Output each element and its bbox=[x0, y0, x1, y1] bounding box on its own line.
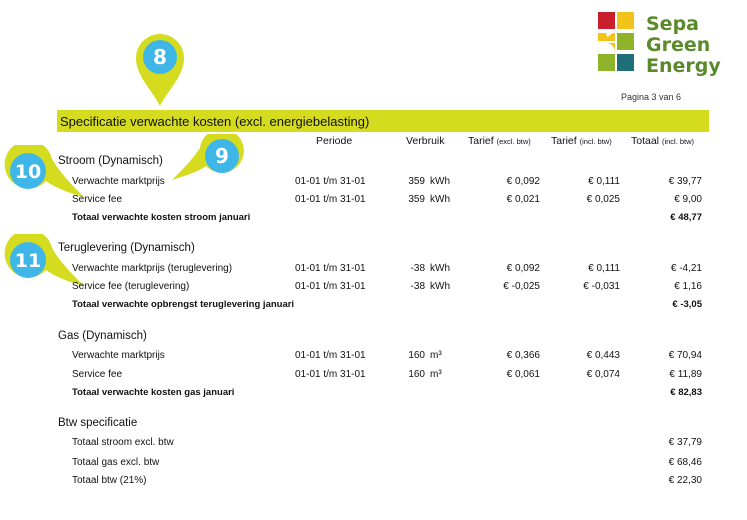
terug-row-label: Verwachte marktprijs (teruglevering) bbox=[72, 263, 233, 274]
pin-11-label: 11 bbox=[14, 250, 42, 272]
logo-text-2: Green bbox=[646, 34, 711, 56]
company-logo bbox=[598, 12, 721, 78]
terug-title: Teruglevering (Dynamisch) bbox=[58, 242, 195, 254]
col-periode: Periode bbox=[316, 135, 353, 147]
section-title: Specificatie verwachte kosten (excl. energiebelasting) bbox=[60, 114, 370, 129]
gas-row-totaal: € 11,89 bbox=[669, 369, 702, 380]
gas-title: Gas (Dynamisch) bbox=[58, 330, 147, 342]
stroom-row-label: Verwachte marktprijs bbox=[72, 176, 165, 187]
gas-row-tarief-incl: € 0,443 bbox=[586, 350, 620, 361]
gas-row-periode: 01-01 t/m 31-01 bbox=[295, 369, 366, 380]
gas-row-tarief-excl: € 0,061 bbox=[506, 369, 540, 380]
pin-8-label: 8 bbox=[153, 45, 167, 69]
gas-row-totaal: € 70,94 bbox=[668, 350, 702, 361]
btw-row-totaal: € 37,79 bbox=[668, 437, 702, 448]
stroom-row-totaal: € 9,00 bbox=[674, 194, 702, 205]
logo-text-3: Energy bbox=[646, 55, 721, 77]
annotation-pin-10 bbox=[2, 145, 86, 201]
btw-row-label: Totaal btw (21%) bbox=[72, 475, 147, 486]
stroom-row-tarief-excl: € 0,092 bbox=[506, 176, 540, 187]
terug-row-tarief-incl: € 0,111 bbox=[588, 263, 620, 274]
gas-row-unit: m³ bbox=[430, 350, 442, 361]
btw-row-totaal: € 22,30 bbox=[668, 475, 702, 486]
terug-row-verbruik: -38 bbox=[410, 281, 425, 292]
gas-total-label: Totaal verwachte kosten gas januari bbox=[72, 387, 235, 398]
stroom-row-tarief-incl: € 0,025 bbox=[586, 194, 620, 205]
page-number: Pagina 3 van 6 bbox=[621, 92, 682, 102]
col-tarief-incl: Tarief (incl. btw) bbox=[551, 135, 612, 147]
pin-9-label: 9 bbox=[215, 144, 229, 168]
terug-row-unit: kWh bbox=[430, 263, 450, 274]
stroom-title: Stroom (Dynamisch) bbox=[58, 155, 163, 167]
terug-row-unit: kWh bbox=[430, 281, 450, 292]
stroom-row-totaal: € 39,77 bbox=[668, 176, 702, 187]
terug-row-totaal: € 1,16 bbox=[674, 281, 702, 292]
pin-10-label: 10 bbox=[14, 161, 42, 183]
terug-total-value: € -3,05 bbox=[672, 299, 702, 310]
logo-mark-icon bbox=[598, 12, 636, 76]
terug-row-totaal: € -4,21 bbox=[670, 263, 702, 274]
gas-row-tarief-incl: € 0,074 bbox=[586, 369, 620, 380]
stroom-row-tarief-incl: € 0,111 bbox=[588, 176, 620, 187]
col-verbruik: Verbruik bbox=[406, 135, 445, 147]
col-totaal: Totaal (incl. btw) bbox=[631, 135, 695, 147]
btw-row-totaal: € 68,46 bbox=[668, 457, 702, 468]
gas-total-value: € 82,83 bbox=[670, 387, 702, 398]
terug-row-tarief-excl: € -0,025 bbox=[503, 281, 540, 292]
stroom-row-label: Service fee bbox=[72, 194, 123, 205]
gas-row-periode: 01-01 t/m 31-01 bbox=[295, 350, 366, 361]
btw-row-label: Totaal stroom excl. btw bbox=[72, 437, 174, 448]
gas-row-label: Service fee bbox=[72, 369, 123, 380]
stroom-row-periode: 01-01 t/m 31-01 bbox=[295, 176, 366, 187]
terug-row-tarief-incl: € -0,031 bbox=[583, 281, 620, 292]
gas-row-verbruik: 160 bbox=[408, 369, 425, 380]
terug-total-label: Totaal verwachte opbrengst teruglevering januari bbox=[72, 299, 295, 310]
terug-row-verbruik: -38 bbox=[410, 263, 425, 274]
stroom-row-verbruik: 359 bbox=[408, 194, 425, 205]
col-tarief-excl: Tarief (excl. btw) bbox=[468, 135, 531, 147]
btw-title: Btw specificatie bbox=[58, 417, 138, 429]
gas-row-verbruik: 160 bbox=[408, 350, 425, 361]
terug-row-label: Service fee (teruglevering) bbox=[72, 281, 190, 292]
stroom-row-periode: 01-01 t/m 31-01 bbox=[295, 194, 366, 205]
stroom-total-value: € 48,77 bbox=[670, 212, 702, 223]
stroom-row-unit: kWh bbox=[430, 194, 450, 205]
gas-row-unit: m³ bbox=[430, 369, 442, 380]
btw-row-label: Totaal gas excl. btw bbox=[72, 457, 160, 468]
terug-row-tarief-excl: € 0,092 bbox=[506, 263, 540, 274]
terug-row-periode: 01-01 t/m 31-01 bbox=[295, 281, 366, 292]
stroom-row-unit: kWh bbox=[430, 176, 450, 187]
terug-row-periode: 01-01 t/m 31-01 bbox=[295, 263, 366, 274]
gas-row-label: Verwachte marktprijs bbox=[72, 350, 165, 361]
gas-row-tarief-excl: € 0,366 bbox=[506, 350, 540, 361]
annotation-pin-9 bbox=[170, 134, 250, 184]
annotation-pin-8 bbox=[132, 32, 188, 108]
stroom-row-tarief-excl: € 0,021 bbox=[506, 194, 540, 205]
logo-text-1: Sepa bbox=[646, 13, 699, 35]
stroom-row-verbruik: 359 bbox=[408, 176, 425, 187]
stroom-total-label: Totaal verwachte kosten stroom januari bbox=[72, 212, 251, 223]
